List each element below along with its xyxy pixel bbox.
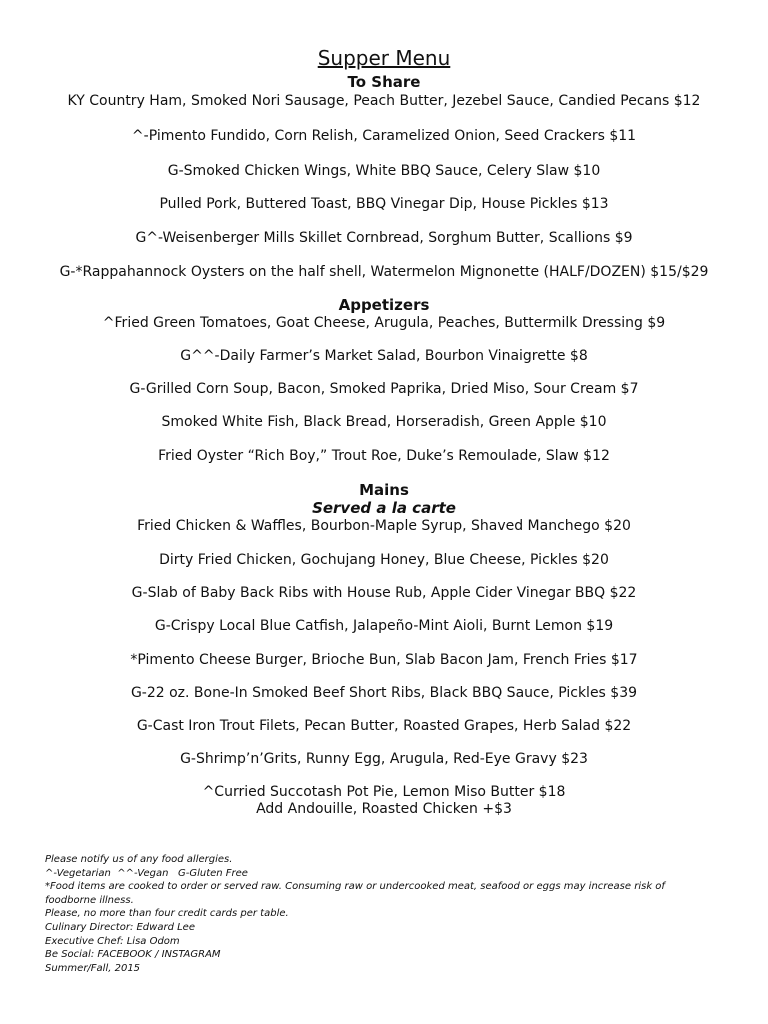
menu-item: G-Cast Iron Trout Filets, Pecan Butter, Roasted Grapes, Herb Salad $22: [136, 718, 632, 734]
footer-notes: [45, 853, 705, 975]
section-heading-appetizers: Appetizers: [338, 296, 430, 314]
section-heading-to-share: To Share: [347, 73, 421, 91]
note-line: Please, no more than four credit cards per table.: [45, 908, 289, 920]
note-line: Culinary Director: Edward Lee: [45, 921, 195, 933]
note-line: *Food items are cooked to order or served raw. Consuming raw or undercooked meat, seafood or eggs may increase risk of: [45, 881, 665, 893]
menu-item: G^^-Daily Farmer’s Market Salad, Bourbon Vinaigrette $8: [180, 348, 588, 364]
menu-item: G-Crispy Local Blue Catfish, Jalapeño-Mint Aioli, Burnt Lemon $19: [154, 618, 614, 634]
menu-item: Smoked White Fish, Black Bread, Horseradish, Green Apple $10: [161, 414, 607, 430]
note-line: foodborne illness.: [45, 894, 134, 906]
note-line: Summer/Fall, 2015: [45, 962, 141, 974]
note-line: Be Social: FACEBOOK / INSTAGRAM: [45, 949, 221, 961]
menu-item: G-Shrimp’n’Grits, Runny Egg, Arugula, Red-Eye Gravy $23: [180, 751, 588, 767]
menu-item: Pulled Pork, Buttered Toast, BBQ Vinegar Dip, House Pickles $13: [159, 196, 609, 212]
note-line: ^-Vegetarian ^^-Vegan G-Gluten Free: [45, 867, 248, 879]
menu-item: Fried Oyster “Rich Boy,” Trout Roe, Duke’s Remoulade, Slaw $12: [158, 448, 610, 464]
menu-item: G-22 oz. Bone-In Smoked Beef Short Ribs, Black BBQ Sauce, Pickles $39: [130, 685, 638, 701]
menu-item: G^-Weisenberger Mills Skillet Cornbread, Sorghum Butter, Scallions $9: [135, 230, 633, 246]
note-line: Please notify us of any food allergies.: [45, 854, 233, 865]
note-line: Executive Chef: Lisa Odom: [45, 935, 180, 947]
menu-item: Dirty Fried Chicken, Gochujang Honey, Blue Cheese, Pickles $20: [159, 552, 609, 568]
menu-item: ^-Pimento Fundido, Corn Relish, Caramelized Onion, Seed Crackers $11: [131, 128, 637, 144]
menu-item: G-Slab of Baby Back Ribs with House Rub, Apple Cider Vinegar BBQ $22: [131, 585, 637, 601]
menu-item: G-*Rappahannock Oysters on the half shell, Watermelon Mignonette (HALF/DOZEN) $15/$29: [59, 264, 709, 280]
section-heading-mains: Mains: [359, 481, 409, 499]
menu-item-addon: Add Andouille, Roasted Chicken +$3: [256, 801, 512, 817]
menu-item: G-Grilled Corn Soup, Bacon, Smoked Paprika, Dried Miso, Sour Cream $7: [129, 381, 639, 397]
menu-item: ^Curried Succotash Pot Pie, Lemon Miso Butter $18: [202, 784, 566, 800]
menu-item: KY Country Ham, Smoked Nori Sausage, Peach Butter, Jezebel Sauce, Candied Pecans $12: [67, 93, 701, 109]
menu-item: Fried Chicken & Waffles, Bourbon-Maple Syrup, Shaved Manchego $20: [137, 518, 631, 534]
menu-item: *Pimento Cheese Burger, Brioche Bun, Slab Bacon Jam, French Fries $17: [130, 652, 638, 668]
section-subheading-a-la-carte: Served a la carte: [312, 499, 456, 517]
menu-item: ^Fried Green Tomatoes, Goat Cheese, Arugula, Peaches, Buttermilk Dressing $9: [102, 315, 666, 331]
menu-item: G-Smoked Chicken Wings, White BBQ Sauce, Celery Slaw $10: [167, 163, 601, 179]
menu-title: Supper Menu: [317, 46, 451, 70]
